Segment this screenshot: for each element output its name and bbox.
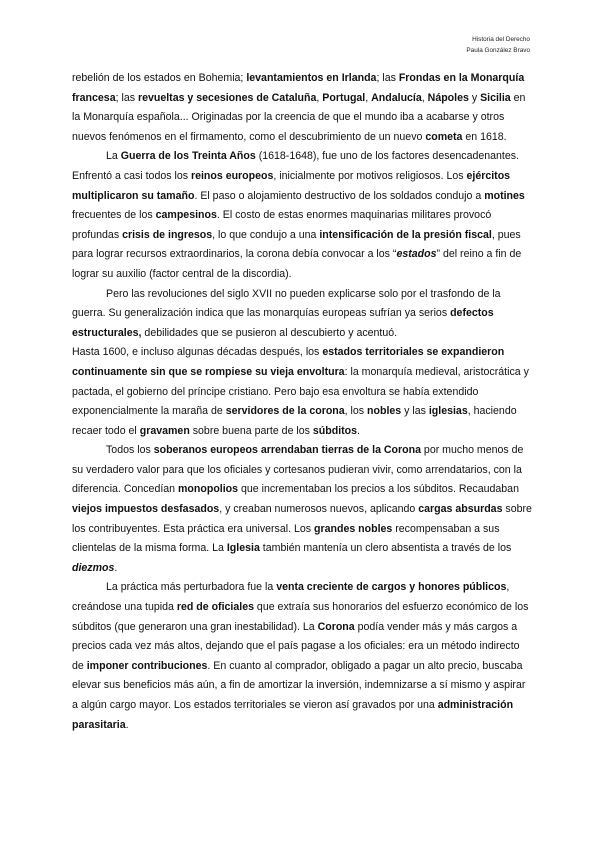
- bold-text: motines: [484, 189, 525, 202]
- text-run: ,: [365, 91, 372, 104]
- text-run: en 1618.: [462, 130, 507, 143]
- emphasis-text: diezmos: [72, 561, 115, 574]
- paragraph: [72, 69, 533, 147]
- text-run: ; las: [376, 72, 399, 84]
- bold-text: Sicilia: [480, 91, 511, 104]
- text-run: , y creaban numerosos nuevos, aplicando: [219, 503, 419, 516]
- bold-text: Nápoles: [427, 91, 469, 104]
- text-run: . El costo de estas enormes maquinarias militares provocó profundas: [72, 209, 492, 241]
- text-run: Todos los: [106, 444, 154, 457]
- text-run: ,: [316, 91, 323, 104]
- paragraph: [72, 441, 533, 578]
- header-author: Paula González Bravo: [466, 47, 530, 54]
- text-run: rebelión de los estados en Bohemia;: [72, 72, 247, 84]
- text-run: , inicialmente por motivos religiosos. Los: [273, 169, 467, 182]
- header-title: Historia del Derecho: [472, 36, 530, 43]
- bold-text: intensificación de la presión fiscal: [319, 228, 492, 241]
- text-run: : la monarquía medieval, aristocrática y pactada, el gobierno del príncipe cristiano. Pero bajo esa envoltura se había extendido exponencialmente la maraña de: [72, 365, 529, 418]
- text-run: ; las: [115, 91, 138, 104]
- bold-text: levantamientos en Irlanda: [246, 72, 377, 84]
- bold-text: iglesias: [428, 405, 468, 418]
- bold-text: [396, 248, 436, 260]
- paragraph: [72, 578, 533, 735]
- bold-text: campesinos: [155, 209, 217, 222]
- paragraph: [72, 343, 533, 441]
- text-run: , creándose una tupida: [72, 581, 510, 614]
- bold-text: venta creciente de cargos y honores públicos: [276, 581, 507, 594]
- bold-text: imponer contribuciones: [86, 659, 208, 672]
- bold-text: Portugal: [322, 91, 366, 104]
- bold-text: administración parasitaria: [72, 699, 514, 731]
- text-run: y las: [401, 405, 429, 418]
- text-run: , haciendo recaer todo el: [72, 405, 517, 437]
- paragraph: [72, 147, 533, 284]
- bold-text: Iglesia: [226, 542, 260, 555]
- page-header: [466, 34, 530, 56]
- text-run: ,: [421, 91, 428, 104]
- document-body: [72, 69, 533, 735]
- text-run: podía vender más y más cargos a precios cada vez más altos, dejando que el país pagase a los oficiales: era un método indirecto de: [72, 620, 520, 672]
- text-run: La práctica más perturbadora fue la: [106, 581, 277, 594]
- text-run: . El paso o alojamiento destructivo de los soldados condujo a: [194, 189, 485, 202]
- emphasis-text: estados: [396, 248, 437, 261]
- bold-text: defectos estructurales,: [72, 307, 494, 339]
- bold-text: nobles: [367, 405, 402, 418]
- bold-text: grandes nobles: [314, 522, 393, 535]
- bold-text: [72, 562, 114, 574]
- text-run: . En cuanto al comprador, obligado a pagar un alto precio, buscaba elevar sus beneficios más aún, a fin de amortizar la inversión, indemnizarse a sí mismo y aspirar a algún cargo mayor. Los estados territoriales se vieron así gravados por una: [72, 659, 526, 711]
- text-run: que extraía sus honorarios del esfuerzo económico de los súbditos (que generaron una gran inestabilidad). La: [72, 601, 529, 633]
- text-run: también mantenía un clero absentista a través de los: [259, 542, 512, 555]
- text-run: , los: [344, 405, 368, 418]
- text-run: ” del reino a fin de lograr su auxilio (factor central de la discordia).: [72, 248, 522, 280]
- bold-text: ejércitos multiplicaron su tamaño: [72, 169, 511, 202]
- text-run: , lo que condujo a una: [212, 228, 320, 241]
- bold-text: Corona: [317, 620, 355, 633]
- bold-text: estados territoriales se expandieron continuamente sin que se rompiese su vieja envoltura: [72, 346, 505, 378]
- text-run: y: [468, 91, 481, 104]
- bold-text: viejos impuestos desfasados: [72, 503, 220, 516]
- text-run: debilidades que se pusieron al descubierto y acentuó.: [141, 326, 398, 339]
- text-run: La: [106, 150, 121, 163]
- text-run: sobre buena parte de los: [189, 424, 313, 437]
- text-run: .: [125, 718, 129, 731]
- bold-text: Andalucía: [371, 91, 422, 104]
- text-run: (1618-1648), fue uno de los factores desencadenantes. Enfrentó a casi todos los: [72, 150, 520, 182]
- bold-text: servidores de la corona: [225, 405, 345, 418]
- paragraph: [72, 285, 533, 344]
- text-run: frecuentes de los: [72, 209, 156, 222]
- bold-text: gravamen: [139, 424, 190, 437]
- text-run: sobre los contribuyentes. Esta práctica era universal. Los: [72, 503, 532, 535]
- text-run: en la Monarquía española... Originadas por la creencia de que el mundo iba a acabarse y otros nuevos fenómenos en el firmamento, como el descubrimiento de un nuevo: [72, 91, 526, 143]
- bold-text: crisis de ingresos: [122, 228, 213, 241]
- bold-text: reinos europeos: [190, 169, 274, 182]
- text-run: Pero las revoluciones del siglo XVII no pueden explicarse solo por el trasfondo de la guerra. Su generalización indica que las monarquías europeas sufrían ya serios: [72, 287, 501, 320]
- text-run: recompensaban a sus clientelas de la misma forma. La: [72, 522, 500, 555]
- text-run: .: [357, 424, 360, 437]
- bold-text: revueltas y secesiones de Cataluña: [137, 91, 317, 104]
- text-run: que incrementaban los precios a los súbditos. Recaudaban: [238, 483, 519, 496]
- bold-text: cometa: [425, 130, 463, 143]
- bold-text: súbditos: [312, 424, 358, 437]
- bold-text: red de oficiales: [176, 601, 254, 614]
- text-run: por mucho menos de su verdadero valor para que los oficiales y cortesanos pudieran vivir, como arrendatarios, con la diferencia. Concedían: [72, 444, 524, 496]
- bold-text: Frondas en la Monarquía francesa: [72, 72, 525, 104]
- text-run: Hasta 1600, e incluso algunas décadas después, los: [72, 346, 323, 359]
- bold-text: monopolios: [178, 483, 239, 496]
- text-run: , pues para lograr recursos extraordinarios, la corona debía convocar a los “: [72, 228, 521, 261]
- text-run: .: [114, 561, 118, 574]
- bold-text: soberanos europeos arrendaban tierras de la Corona: [153, 444, 421, 457]
- bold-text: cargas absurdas: [418, 503, 503, 516]
- bold-text: Guerra de los Treinta Años: [120, 150, 256, 163]
